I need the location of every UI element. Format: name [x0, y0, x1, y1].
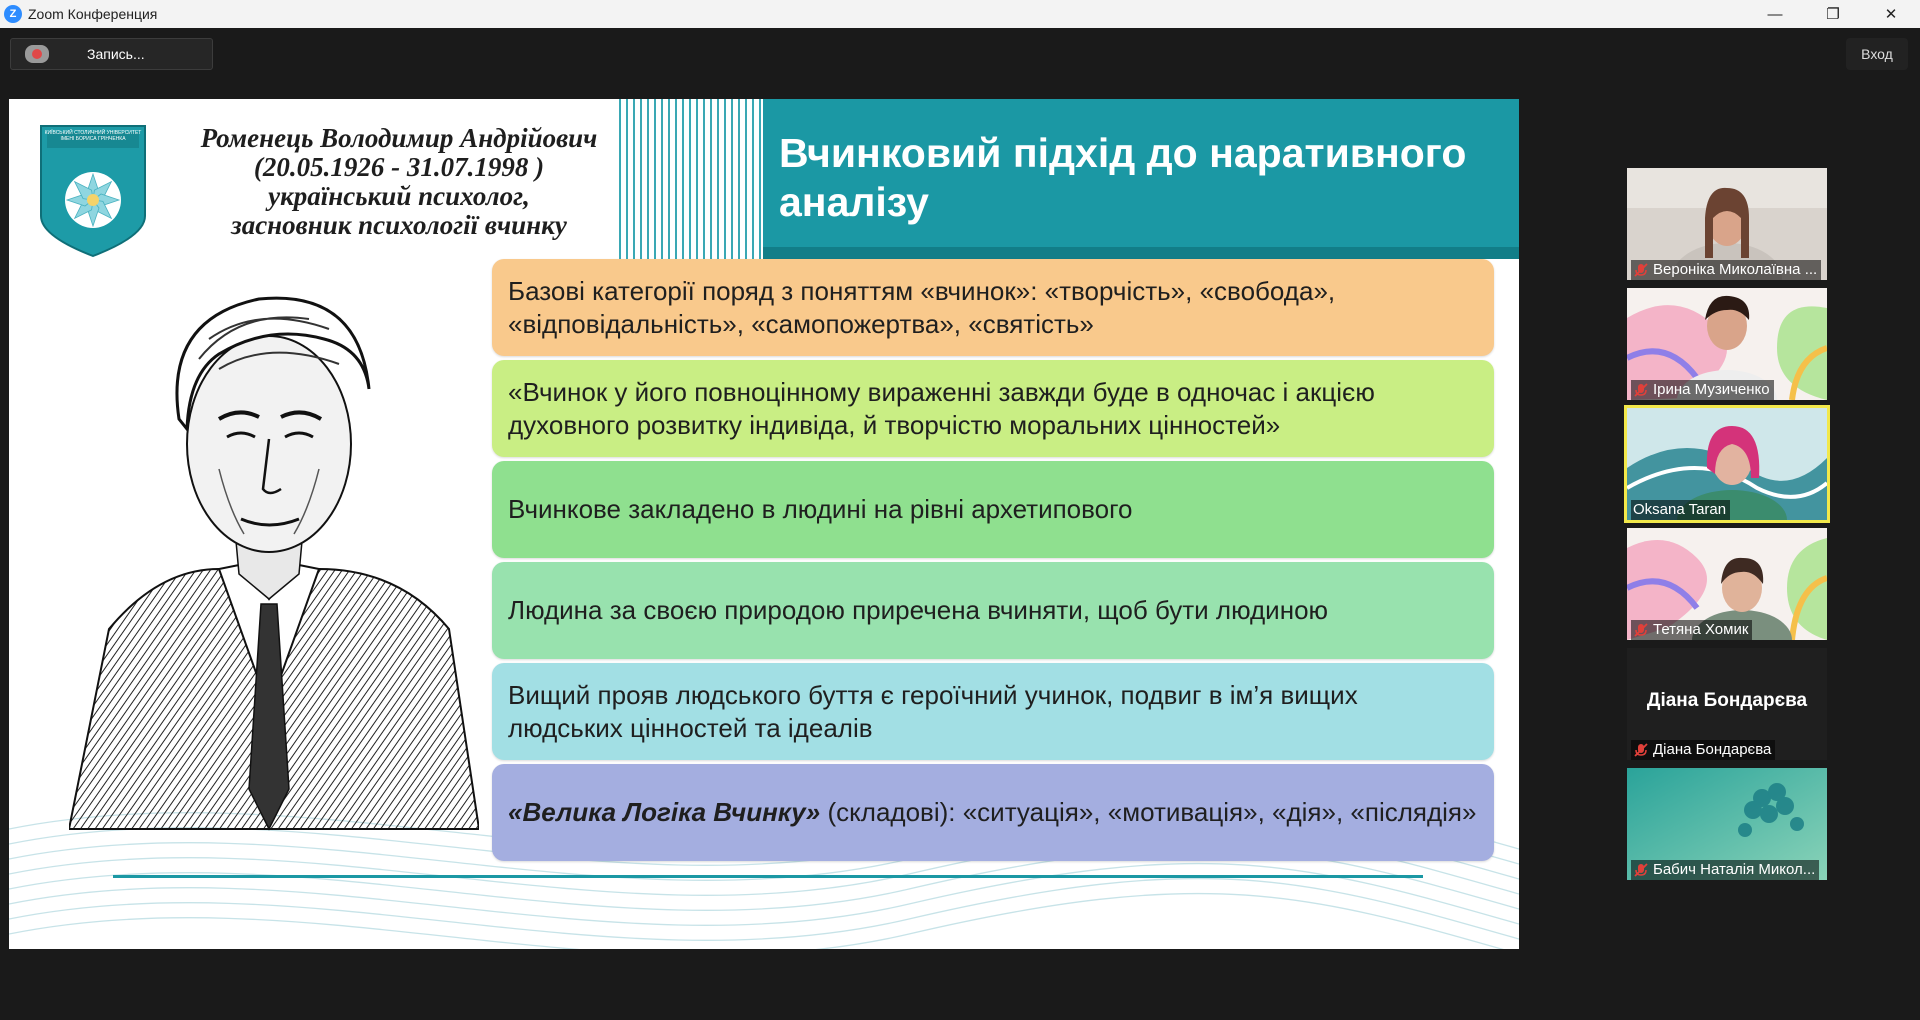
participant-name-label — [1631, 260, 1821, 280]
card-text: Вчинкове закладено в людині на рівні архетипового — [508, 494, 1133, 524]
window-title: Zoom Конференция — [28, 6, 158, 22]
participant-big-name: Діана Бондарєва — [1646, 690, 1808, 711]
portrait-sketch — [69, 269, 479, 854]
card-text: Вищий прояв людського буття є героїчний учинок, подвиг в ім’я вищих людських цінностей та ідеалів — [508, 679, 1358, 743]
bio-line: Роменець Володимир Андрійович — [200, 123, 598, 153]
university-crest-logo — [39, 124, 147, 258]
recording-label: Запись... — [87, 46, 145, 62]
window-titlebar — [0, 0, 1920, 28]
crest-text: КИЇВСЬКИЙ СТОЛИЧНИЙ УНІВЕРСИТЕТ ІМЕНІ БОРИСА ГРІНЧЕНКА — [44, 130, 142, 142]
mic-muted-icon — [1633, 862, 1649, 878]
participant-name: Ірина Музиченко — [1653, 381, 1770, 398]
login-button[interactable]: Вход — [1846, 38, 1908, 70]
close-button[interactable]: ✕ — [1884, 6, 1898, 23]
card-rest-text: (складові): «ситуація», «мотивація», «дія», «післядія» — [820, 797, 1477, 827]
participant-name-label — [1631, 740, 1775, 760]
card-text: Людина за своєю природою приречена вчиняти, щоб бути людиною — [508, 595, 1329, 625]
card-text — [508, 796, 1476, 829]
shared-slide — [9, 99, 1519, 949]
author-bio — [189, 124, 609, 240]
participant-name: Діана Бондарєва — [1653, 741, 1772, 758]
participant-tile-active-speaker[interactable] — [1627, 408, 1827, 520]
title-underline-strip — [763, 247, 1519, 259]
mic-muted-icon — [1633, 382, 1649, 398]
title-stripes-decoration — [619, 99, 773, 259]
slide-divider-line — [113, 875, 1423, 878]
participant-tile[interactable] — [1627, 528, 1827, 640]
mic-muted-icon — [1633, 742, 1649, 758]
recording-button[interactable] — [10, 38, 213, 70]
participant-name-label — [1631, 860, 1819, 880]
card-bold-text: «Велика Логіка Вчинку» — [508, 797, 821, 827]
bio-line: український психолог, — [268, 181, 530, 211]
card-archetype — [492, 461, 1494, 558]
participant-name-label — [1631, 620, 1752, 640]
participant-tile[interactable] — [1627, 288, 1827, 400]
card-text: «Вчинок у його повноцінному вираженні завжди буде в одночас і акцією духовного розвитку індивіда, й творчістю моральних цінностей» — [508, 376, 1375, 440]
participant-tile[interactable] — [1627, 648, 1827, 760]
title-block — [763, 99, 1519, 259]
participant-name: Вероніка Миколаївна ... — [1653, 261, 1818, 278]
participant-tile[interactable] — [1627, 168, 1827, 280]
window-controls — [1746, 0, 1920, 28]
participant-name: Тетяна Хомик — [1653, 621, 1749, 638]
participant-tile[interactable] — [1627, 768, 1827, 880]
zoom-logo-icon: Z — [4, 5, 22, 23]
participant-name: Oksana Taran — [1633, 501, 1727, 518]
card-categories — [492, 259, 1494, 356]
bio-line: (20.05.1926 - 31.07.1998 ) — [253, 152, 545, 182]
card-nature — [492, 562, 1494, 659]
restore-button[interactable]: ❐ — [1826, 6, 1840, 23]
card-logic — [492, 764, 1494, 861]
participant-name-label — [1631, 500, 1730, 520]
card-heroic — [492, 663, 1494, 760]
card-text: Базові категорії поряд з поняттям «вчинок»: «творчість», «свобода», «відповідальність», «самопожертва», «святість» — [508, 275, 1336, 339]
minimize-button[interactable]: — — [1767, 5, 1783, 23]
participant-name-label — [1631, 380, 1774, 400]
slide-title: Вчинковий підхід до наративного аналізу — [779, 130, 1467, 225]
card-quote — [492, 360, 1494, 457]
mic-muted-icon — [1633, 262, 1649, 278]
mic-muted-icon — [1633, 622, 1649, 638]
bio-line: засновник психології вчинку — [231, 210, 567, 240]
cloud-record-icon — [25, 45, 49, 63]
participant-name: Бабич Наталія Микол... — [1653, 861, 1816, 878]
